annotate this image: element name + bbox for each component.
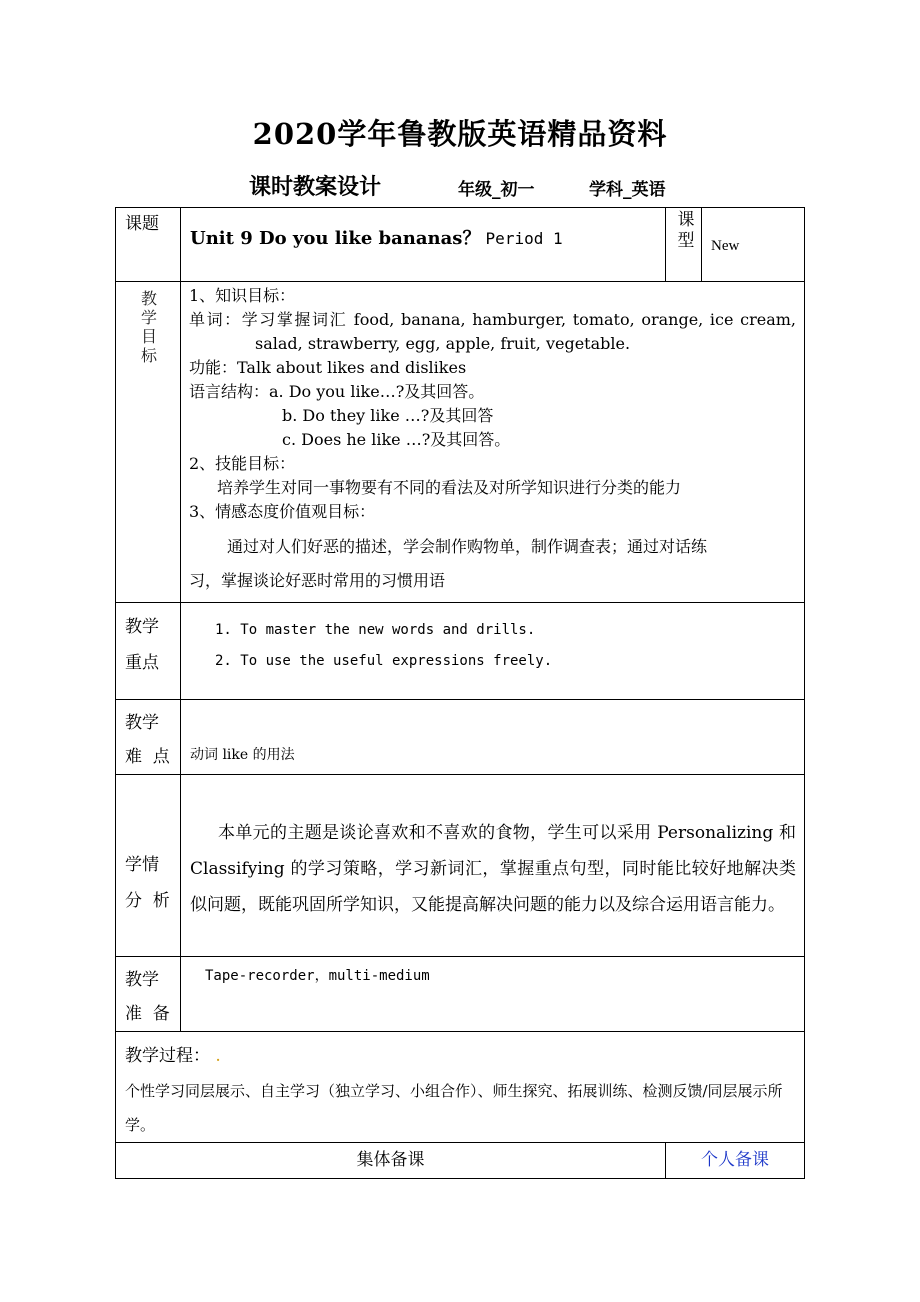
preparation-label-2: 准 备 [125, 1004, 170, 1024]
structure-b: b. Do they like …?及其回答 [282, 406, 494, 425]
difficulty-label-2: 难 点 [125, 747, 170, 767]
difficulty-label-1: 教学 [125, 713, 159, 733]
affect-heading: 3、情感态度价值观目标： [189, 502, 376, 521]
preparation-content [181, 957, 805, 1032]
preparation-label-cell [116, 957, 181, 1032]
preparation-text: Tape-recorder，multi-medium [205, 968, 430, 984]
analysis-row [116, 775, 805, 957]
structure-c: c. Does he like …?及其回答。 [282, 430, 511, 449]
key-points-label-cell [116, 603, 181, 700]
structure-a: 语言结构：a. Do you like…?及其回答。 [189, 382, 485, 401]
objectives-label: 教学目标 [138, 290, 158, 366]
skill-text: 培养学生对同一事物要有不同的看法及对所学知识进行分类的能力 [217, 478, 682, 497]
difficulty-content: 动词 like 的用法 [181, 700, 805, 775]
difficulty-row [116, 700, 805, 775]
topic-title-cell [181, 208, 666, 282]
preparation-label-1: 教学 [125, 970, 159, 990]
analysis-content [181, 775, 805, 957]
affect-line-1: 通过对人们好恶的描述，学会制作购物单，制作调查表；通过对话练 [227, 537, 708, 556]
process-heading [125, 1038, 796, 1074]
words-line-1: 单词：学习掌握词汇 food, banana, hamburger, tomato, orange, ice cream, [189, 310, 796, 329]
subtitle-row [0, 170, 920, 204]
subject-label: 学科_英语 [589, 180, 666, 200]
key-point-1: 1. To master the new words and drills. [215, 622, 536, 638]
lesson-type-value: New [702, 208, 805, 282]
difficulty-label-cell [116, 700, 181, 775]
topic-row [116, 208, 805, 282]
words-line-2: salad, strawberry, egg, apple, fruit, vegetable. [255, 334, 631, 353]
lesson-type-label-cell [666, 208, 702, 282]
period-label: Period 1 [485, 229, 563, 248]
process-text: 个性学习同层展示、自主学习（独立学习、小组合作）、师生探究、拓展训练、检测反馈/同层展示所学。 [125, 1082, 783, 1134]
key-point-2: 2. To use the useful expressions freely. [215, 653, 553, 669]
knowledge-heading: 1、知识目标： [189, 286, 296, 305]
affect-line-2: 习，掌握谈论好恶时常用的习惯用语 [189, 571, 446, 590]
collective-prep-cell: 集体备课 [116, 1143, 666, 1179]
analysis-label-cell [116, 775, 181, 957]
skill-heading: 2、技能目标： [189, 454, 296, 473]
objectives-label-cell [116, 282, 181, 603]
lesson-plan-subtitle: 课时教案设计 [249, 174, 382, 200]
analysis-label-1: 学情 [125, 855, 159, 875]
objectives-content [181, 282, 805, 603]
function-line: 功能：Talk about likes and dislikes [189, 358, 467, 377]
lesson-type-label: 课型 [673, 210, 694, 252]
footer-row [116, 1143, 805, 1179]
grade-label: 年级_初一 [458, 180, 535, 200]
analysis-label-2: 分 析 [125, 891, 170, 911]
process-row [116, 1032, 805, 1143]
process-content [116, 1032, 805, 1143]
analysis-text: 本单元的主题是谈论喜欢和不喜欢的食物，学生可以采用 Personalizing 和 Classifying 的学习策略，学习新词汇，掌握重点句型，同时能比较好地解决类似问题，既能巩固所学知识，又能提高解决问题的能力以及综合运用语言能力。 [190, 823, 796, 915]
unit-title: Unit 9 Do you like bananas？ [190, 228, 481, 249]
key-points-label-1: 教学 [125, 617, 159, 637]
preparation-row [116, 957, 805, 1032]
key-points-content [181, 603, 805, 700]
key-points-row [116, 603, 805, 700]
objectives-row [116, 282, 805, 603]
key-points-label-2: 重点 [125, 653, 159, 673]
document-title: 2020学年鲁教版英语精品资料 [252, 117, 668, 151]
personal-prep-cell: 个人备课 [666, 1143, 805, 1179]
process-heading-text: 教学过程： [125, 1046, 210, 1066]
topic-label: 课题 [116, 208, 181, 282]
lesson-plan-table [115, 207, 805, 1179]
dot-mark-icon: . [210, 1046, 221, 1066]
